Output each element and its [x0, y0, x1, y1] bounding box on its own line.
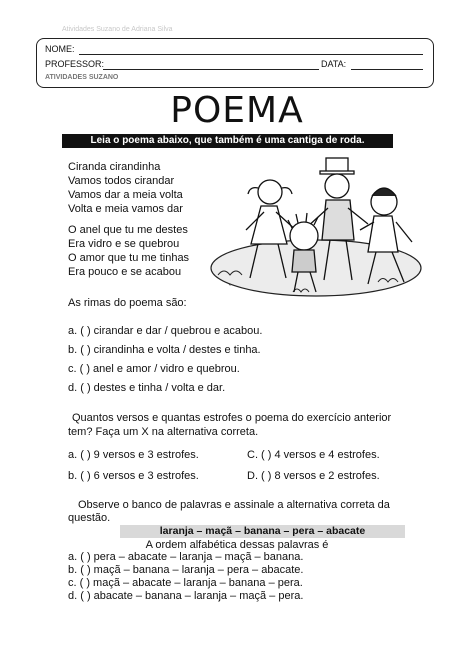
poem-line: Volta e meia vamos dar [68, 203, 183, 215]
q2-option-a[interactable]: a. ( ) 9 versos e 3 estrofes. [68, 449, 199, 461]
q3-options [68, 551, 303, 603]
poem-line: Era vidro e se quebrou [68, 238, 180, 250]
poem-stanza-2 [68, 223, 189, 279]
q2-prompt-line: tem? Faça um X na alternativa correta. [68, 426, 259, 438]
q2-prompt-line: Quantos versos e quantas estrofes o poema do exercício anterior [72, 412, 392, 424]
poem-line: Era pouco e se acabou [68, 266, 182, 278]
q3-option-d[interactable]: d. ( ) abacate – banana – laranja – maçã – pera. [68, 590, 304, 602]
q2-option-d[interactable]: D. ( ) 8 versos e 2 estrofes. [247, 470, 380, 482]
word-bank: laranja – maçã – banana – pera – abacate [120, 525, 405, 538]
data-line [351, 69, 423, 70]
q3-option-b[interactable]: b. ( ) maçã – banana – laranja – pera – abacate. [68, 564, 304, 576]
q1-option-b[interactable]: b. ( ) cirandinha e volta / destes e tinha. [68, 344, 261, 356]
header-box [36, 38, 434, 88]
q3-option-a[interactable]: a. ( ) pera – abacate – laranja – maçã – banana. [68, 551, 304, 563]
q2-option-c[interactable]: C. ( ) 4 versos e 4 estrofes. [247, 449, 380, 461]
nome-label: NOME: [45, 44, 75, 54]
poem-line: O anel que tu me destes [68, 224, 188, 236]
poem-line: Vamos dar a meia volta [68, 189, 183, 201]
q2-prompt [68, 411, 414, 439]
professor-line [103, 69, 319, 70]
watermark: Atividades Suzano de Adriana Silva [62, 26, 173, 33]
q3-prompt-line: questão. [68, 512, 111, 524]
poem-line: O amor que tu me tinhas [68, 252, 190, 264]
school-name: ATIVIDADES SUZANO [45, 74, 119, 81]
instruction-banner: Leia o poema abaixo, que também é uma cantiga de roda. [62, 134, 393, 148]
nome-line [79, 54, 423, 55]
q3-subtitle: A ordem alfabética dessas palavras é [145, 539, 329, 551]
q2-option-b[interactable]: b. ( ) 6 versos e 3 estrofes. [68, 470, 199, 482]
page-title: POEMA [170, 90, 304, 131]
poem-line: Vamos todos cirandar [68, 175, 175, 187]
q1-option-c[interactable]: c. ( ) anel e amor / vidro e quebrou. [68, 363, 240, 375]
q1-option-d[interactable]: d. ( ) destes e tinha / volta e dar. [68, 382, 226, 394]
q3-prompt [68, 499, 414, 525]
children-dancing-illustration [198, 150, 428, 300]
q1-options [68, 322, 262, 398]
data-label: DATA: [321, 59, 347, 69]
q1-option-a[interactable]: a. ( ) cirandar e dar / quebrou e acabou. [68, 325, 263, 337]
q1-prompt: As rimas do poema são: [68, 297, 187, 309]
poem-line: Ciranda cirandinha [68, 161, 161, 173]
q3-prompt-line: Observe o banco de palavras e assinale a alternativa correta da [78, 499, 390, 511]
poem-stanza-1 [68, 160, 183, 216]
professor-label: PROFESSOR: [45, 59, 105, 69]
q3-option-c[interactable]: c. ( ) maçã – abacate – laranja – banana – pera. [68, 577, 303, 589]
